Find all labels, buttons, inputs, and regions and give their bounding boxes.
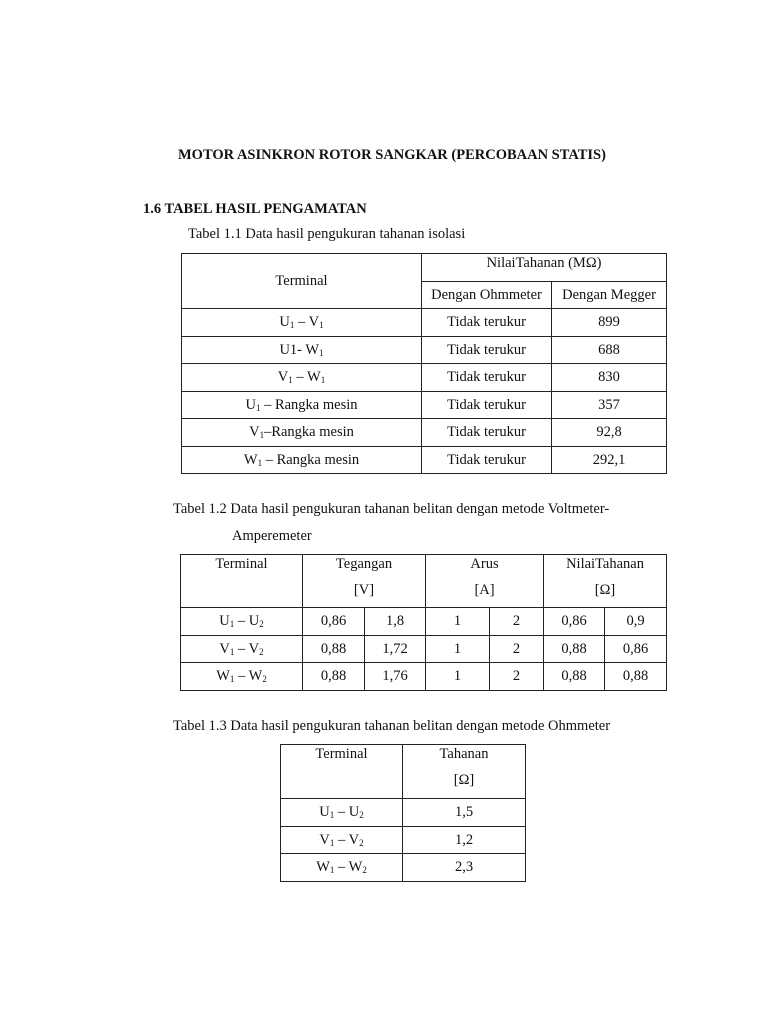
table2-arus-cell: 1	[426, 663, 490, 691]
table2-caption-line1: Tabel 1.2 Data hasil pengukuran tahanan belitan dengan metode Voltmeter-	[173, 501, 610, 517]
table2-tegangan-cell: 1,76	[365, 663, 426, 691]
table3-header-terminal: Terminal	[281, 745, 403, 799]
table-row	[281, 799, 526, 827]
table1-ohmmeter-cell: Tidak terukur	[422, 391, 552, 419]
table2-tahanan-cell: 0,88	[605, 663, 667, 691]
table-row	[182, 391, 667, 419]
table2-tahanan-cell: 0,88	[544, 635, 605, 663]
table-row	[182, 419, 667, 447]
table1-ohmmeter-cell: Tidak terukur	[422, 336, 552, 364]
table1-megger-cell: 830	[552, 364, 667, 392]
table2-tegangan-cell: 1,8	[365, 608, 426, 636]
table-row	[182, 364, 667, 392]
table3-ohmmeter	[280, 744, 526, 882]
table-row	[281, 826, 526, 854]
table2-arus-cell: 2	[490, 608, 544, 636]
table3-header-tahanan: Tahanan [Ω]	[403, 745, 526, 799]
table2-terminal-cell: $U_1 - U_2$	[181, 608, 303, 636]
table3-terminal-cell: $U_1 - U_2$	[281, 799, 403, 827]
table1-megger-cell: 92,8	[552, 419, 667, 447]
table3-tahanan-cell: 1,2	[403, 826, 526, 854]
table2-header-arus: Arus [A]	[426, 555, 544, 608]
table1-caption: Tabel 1.1 Data hasil pengukuran tahanan isolasi	[188, 226, 466, 242]
table2-tahanan-cell: 0,9	[605, 608, 667, 636]
table2-arus-cell: 1	[426, 608, 490, 636]
table1-megger-cell: 899	[552, 309, 667, 337]
table2-tegangan-cell: 0,88	[303, 663, 365, 691]
table2-tahanan-cell: 0,86	[605, 635, 667, 663]
table1-header-terminal: Terminal	[182, 254, 422, 309]
table1-header-group: NilaiTahanan (MΩ)	[422, 254, 667, 282]
table3-caption: Tabel 1.3 Data hasil pengukuran tahanan belitan dengan metode Ohmmeter	[173, 718, 611, 734]
table2-tegangan-cell: 0,88	[303, 635, 365, 663]
table2-tahanan-cell: 0,88	[544, 663, 605, 691]
table1-isolation-resistance	[181, 253, 667, 474]
table1-ohmmeter-cell: Tidak terukur	[422, 419, 552, 447]
table2-terminal-cell: $W_1 - W_2$	[181, 663, 303, 691]
table1-header-ohmmeter: Dengan Ohmmeter	[422, 282, 552, 309]
table-row	[181, 635, 667, 663]
table2-voltmeter-amperemeter	[180, 554, 667, 691]
table1-terminal-cell: $U_1 - V_1$	[182, 309, 422, 337]
table1-terminal-cell: $V_1$–Rangka mesin	[182, 419, 422, 447]
table1-terminal-cell: U1- $W_1$	[182, 336, 422, 364]
table1-header-megger: Dengan Megger	[552, 282, 667, 309]
table1-megger-cell: 357	[552, 391, 667, 419]
table1-terminal-cell: $U_1$ – Rangka mesin	[182, 391, 422, 419]
table2-header-tahanan: NilaiTahanan [Ω]	[544, 555, 667, 608]
table1-terminal-cell: $W_1$ – Rangka mesin	[182, 446, 422, 474]
table3-terminal-cell: $V_1 - V_2$	[281, 826, 403, 854]
table2-terminal-cell: $V_1 - V_2$	[181, 635, 303, 663]
table-row	[281, 854, 526, 882]
table2-tegangan-cell: 1,72	[365, 635, 426, 663]
table1-terminal-cell: $V_1 - W_1$	[182, 364, 422, 392]
document-title: MOTOR ASINKRON ROTOR SANGKAR (PERCOBAAN STATIS)	[178, 147, 606, 163]
table1-megger-cell: 688	[552, 336, 667, 364]
table1-megger-cell: 292,1	[552, 446, 667, 474]
table-row	[182, 446, 667, 474]
table-row	[182, 309, 667, 337]
table3-tahanan-cell: 1,5	[403, 799, 526, 827]
table2-header-tegangan: Tegangan [V]	[303, 555, 426, 608]
table3-terminal-cell: $W_1 - W_2$	[281, 854, 403, 882]
table2-header-terminal: Terminal	[181, 555, 303, 608]
table1-ohmmeter-cell: Tidak terukur	[422, 309, 552, 337]
table2-tegangan-cell: 0,86	[303, 608, 365, 636]
table2-arus-cell: 2	[490, 635, 544, 663]
table2-arus-cell: 1	[426, 635, 490, 663]
table3-tahanan-cell: 2,3	[403, 854, 526, 882]
table2-caption-line2: Amperemeter	[232, 528, 312, 544]
table2-arus-cell: 2	[490, 663, 544, 691]
table1-ohmmeter-cell: Tidak terukur	[422, 446, 552, 474]
table-row	[181, 663, 667, 691]
table-row	[182, 336, 667, 364]
section-heading: 1.6 TABEL HASIL PENGAMATAN	[143, 201, 367, 217]
table1-ohmmeter-cell: Tidak terukur	[422, 364, 552, 392]
table2-tahanan-cell: 0,86	[544, 608, 605, 636]
table-row	[181, 608, 667, 636]
